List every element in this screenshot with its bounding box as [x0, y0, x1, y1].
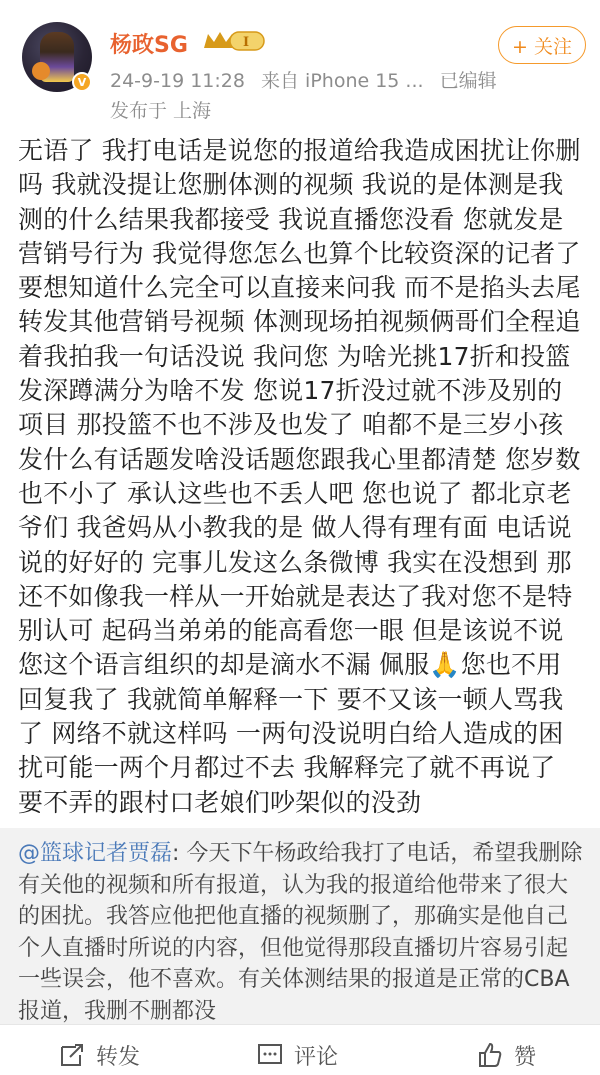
repost-icon: [58, 1041, 86, 1069]
action-bar: [0, 1024, 600, 1070]
repost-text-block: [18, 838, 586, 1024]
verified-badge-icon: V: [72, 72, 92, 92]
post-text-part-1: 无语了 我打电话是说您的报道给我造成困扰让你删吗 我就没提让您删体测的视频 我说的是体测是我测的什么结果我都接受 我说直播您没看 您就发是营销号行为 我觉得您怎么也算个比较资深的记者了要想知道什么完全可以直接来问我 而不是掐头去尾转发其他营销号视频 体测现场拍视频俩哥们全程追着我拍我一句话没说 我问您 为啥光挑17折和投篮发深蹲满分为啥不发 您说17折没过就不涉及别的项目 那投篮不也不涉及也发了 咱都不是三岁小孩 发什么有话题发啥没话题您跟我心里都清楚 您岁数也不小了 承认这些也不丢人吧 您也说了 都北京老爷们 我爸妈从小教我的是 做人得有理有面 电话说说的好好的 完事儿发这么条微博 我实在没想到 那还不如像我一样从一开始就是表达了我对您不是特别认可 起码当弟弟的能高看您一眼 但是该说不说您这个语言组织的却是滴水不漏 佩服: [18, 136, 581, 680]
like-label: 赞: [514, 1044, 537, 1070]
reposted-content[interactable]: [0, 828, 600, 1024]
avatar-ball: [32, 62, 50, 80]
repost-label: 转发: [96, 1044, 141, 1070]
post-body: [18, 134, 586, 820]
post-header: [0, 0, 600, 130]
follow-button[interactable]: + 关注: [498, 26, 586, 64]
pray-emoji-icon: 🙏: [429, 650, 461, 680]
repost-button[interactable]: [58, 1035, 140, 1075]
level-crown-icon: [200, 28, 268, 54]
username[interactable]: 杨政SG: [110, 33, 188, 58]
like-button[interactable]: [476, 1035, 536, 1075]
post-date: 24-9-19 11:28: [110, 70, 245, 92]
repost-body-text: : 今天下午杨政给我打了电话，希望我删除有关他的视频和所有报道，认为我的报道给他带来了很大的困扰。我答应他把他直播的视频删了，那确实是他自己个人直播时所说的内容，但他觉得那段直播切片容易引起一些误会，他不喜欢。有关体测结果的报道是正常的CBA报道，我删不删都没: [18, 841, 583, 1024]
edited-label[interactable]: 已编辑: [439, 70, 497, 92]
post-location: 发布于 上海: [110, 100, 212, 122]
post-text-part-2: 您也不用回复我了 我就简单解释一下 要不又该一顿人骂我了 网络不就这样吗 一两句没说明白给人造成的困扰可能一两个月都过不去 我解释完了就不再说了 要不弄的跟村口老娘们吵架似的没劲: [18, 650, 564, 817]
level-badge-text: I: [242, 35, 250, 50]
comment-label: 评论: [294, 1044, 339, 1070]
repost-mention-link[interactable]: @篮球记者贾磊: [18, 841, 173, 866]
post-meta: [110, 66, 507, 93]
thumbs-up-icon: [476, 1041, 504, 1069]
post-source: 来自 iPhone 15 ...: [261, 70, 424, 92]
comment-button[interactable]: [256, 1035, 338, 1075]
comment-icon: [256, 1041, 284, 1069]
